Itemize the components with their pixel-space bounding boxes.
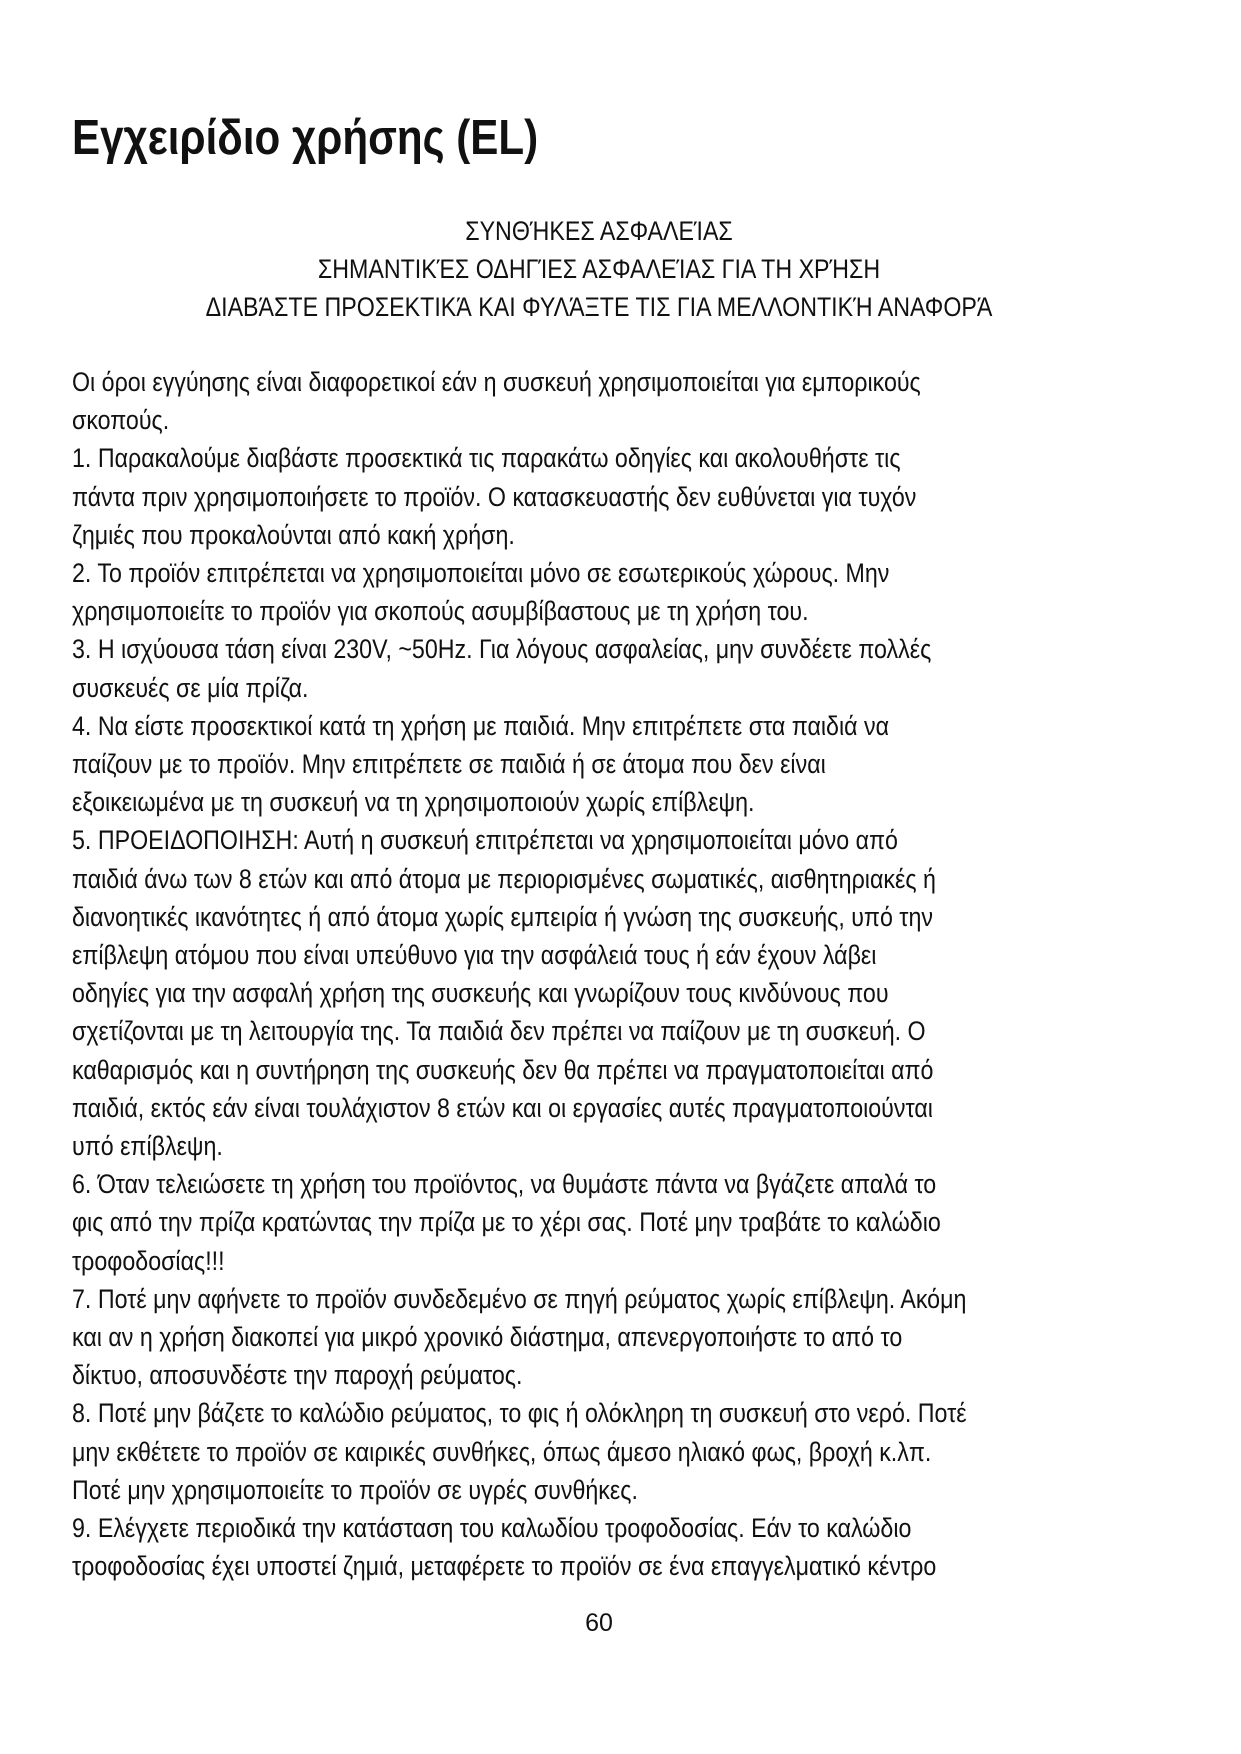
heading-line: ΣΗΜΑΝΤΙΚΈΣ ΟΔΗΓΊΕΣ ΑΣΦΑΛΕΊΑΣ ΓΙΑ ΤΗ ΧΡΉΣΗ bbox=[317, 254, 881, 284]
text-line: εξοικειωμένα με τη συσκευή να τη χρησιμοποιούν χωρίς επίβλεψη. bbox=[72, 787, 755, 818]
text-line: συσκευές σε μία πρίζα. bbox=[72, 672, 309, 703]
text-line: 8. Ποτέ μην βάζετε το καλώδιο ρεύματος, το φις ή ολόκληρη τη συσκευή στο νερό. Ποτέ bbox=[72, 1398, 967, 1429]
text-line: Οι όροι εγγύησης είναι διαφορετικοί εάν η συσκευή χρησιμοποιείται για εμπορικούς bbox=[72, 367, 921, 397]
text-line: παιδιά, εκτός εάν είναι τουλάχιστον 8 ετών και οι εργασίες αυτές πραγματοποιούνται bbox=[72, 1092, 933, 1123]
text-line: οδηγίες για την ασφαλή χρήση της συσκευής και γνωρίζουν τους κινδύνους που bbox=[72, 978, 889, 1009]
text-line: 6. Όταν τελειώσετε τη χρήση του προϊόντος, να θυμάστε πάντα να βγάζετε απαλά το bbox=[72, 1169, 937, 1200]
text-line: 5. ΠΡΟΕΙΔΟΠΟΙΗΣΗ: Αυτή η συσκευή επιτρέπεται να χρησιμοποιείται μόνο από bbox=[72, 825, 898, 856]
text-line: και αν η χρήση διακοπεί για μικρό χρονικό διάστημα, απενεργοποιήστε το από το bbox=[72, 1322, 903, 1353]
text-line: σχετίζονται με τη λειτουργία της. Τα παιδιά δεν πρέπει να παίζουν με τη συσκευή. Ο bbox=[72, 1016, 926, 1047]
text-line: 3. Η ισχύουσα τάση είναι 230V, ~50Hz. Για λόγους ασφαλείας, μην συνδέετε πολλές bbox=[72, 634, 932, 665]
text-line: δίκτυο, αποσυνδέστε την παροχή ρεύματος. bbox=[72, 1360, 523, 1391]
text-line: παίζουν με το προϊόν. Μην επιτρέπετε σε παιδιά ή σε άτομα που δεν είναι bbox=[72, 749, 826, 780]
text-line: 9. Ελέγχετε περιοδικά την κατάσταση του καλωδίου τροφοδοσίας. Εάν το καλώδιο bbox=[72, 1513, 912, 1544]
text-line: πάντα πριν χρησιμοποιήσετε το προϊόν. Ο κατασκευαστής δεν ευθύνεται για τυχόν bbox=[72, 481, 917, 512]
heading-line: ΣΥΝΘΉΚΕΣ ΑΣΦΑΛΕΊΑΣ bbox=[465, 216, 733, 246]
text-line: επίβλεψη ατόμου που είναι υπεύθυνο για την ασφάλειά τους ή εάν έχουν λάβει bbox=[72, 940, 877, 971]
text-line: καθαρισμός και η συντήρηση της συσκευής δεν θα πρέπει να πραγματοποιείται από bbox=[72, 1054, 934, 1085]
text-line: Ποτέ μην χρησιμοποιείτε το προϊόν σε υγρές συνθήκες. bbox=[72, 1474, 638, 1505]
text-line: χρησιμοποιείτε το προϊόν για σκοπούς ασυμβίβαστους με τη χρήση του. bbox=[72, 596, 809, 627]
text-line: 4. Να είστε προσεκτικοί κατά τη χρήση με παιδιά. Μην επιτρέπετε στα παιδιά να bbox=[72, 710, 890, 741]
text-line: παιδιά άνω των 8 ετών και από άτομα με περιορισμένες σωματικές, αισθητηριακές ή bbox=[72, 863, 936, 894]
text-line: τροφοδοσίας!!! bbox=[72, 1245, 225, 1276]
text-line: μην εκθέτετε το προϊόν σε καιρικές συνθήκες, όπως άμεσο ηλιακό φως, βροχή κ.λπ. bbox=[72, 1436, 932, 1467]
heading-line: ΔΙΑΒΆΣΤΕ ΠΡΟΣΕΚΤΙΚΆ ΚΑΙ ΦΥΛΆΞΤΕ ΤΙΣ ΓΙΑ ΜΕΛΛΟΝΤΙΚΉ ΑΝΑΦΟΡΆ bbox=[205, 292, 993, 322]
text-line: σκοπούς. bbox=[72, 405, 170, 436]
text-line: υπό επίβλεψη. bbox=[72, 1131, 223, 1162]
text-line: διανοητικές ικανότητες ή από άτομα χωρίς εμπειρία ή γνώση της συσκευής, υπό την bbox=[72, 901, 934, 932]
text-line: τροφοδοσίας έχει υποστεί ζημιά, μεταφέρετε το προϊόν σε ένα επαγγελματικό κέντρο bbox=[72, 1551, 937, 1582]
safety-instructions bbox=[72, 363, 1178, 1586]
text-line: 1. Παρακαλούμε διαβάστε προσεκτικά τις παρακάτω οδηγίες και ακολουθήστε τις bbox=[72, 443, 901, 474]
page-number: 60 bbox=[585, 1609, 613, 1637]
text-line: φις από την πρίζα κρατώντας την πρίζα με το χέρι σας. Ποτέ μην τραβάτε το καλώδιο bbox=[72, 1207, 941, 1238]
page-title: Εγχειρίδιο χρήσης (EL) bbox=[72, 111, 539, 165]
text-line: 2. Το προϊόν επιτρέπεται να χρησιμοποιείται μόνο σε εσωτερικούς χώρους. Μην bbox=[72, 558, 890, 589]
text-line: 7. Ποτέ μην αφήνετε το προϊόν συνδεδεμένο σε πηγή ρεύματος χωρίς επίβλεψη. Ακόμη bbox=[72, 1283, 967, 1314]
safety-heading bbox=[0, 212, 1198, 326]
text-line: ζημιές που προκαλούνται από κακή χρήση. bbox=[72, 519, 515, 550]
